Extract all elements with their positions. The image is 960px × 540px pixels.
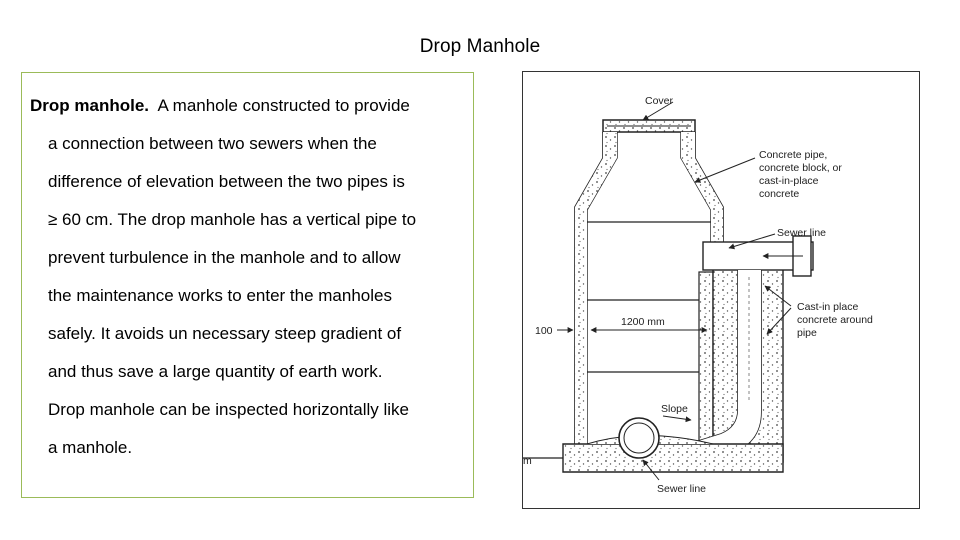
definition-line: a connection between two sewers when the [48, 134, 377, 153]
label-concrete: Concrete pipe, [759, 149, 828, 161]
label-slope: Slope [661, 403, 688, 415]
label-sewer-line-bottom: Sewer line [657, 483, 707, 495]
definition-line: prevent turbulence in the manhole and to allow [48, 248, 401, 267]
definition-term: Drop manhole. [30, 96, 150, 115]
label-concrete: concrete [759, 188, 800, 200]
diagram-canvas [523, 72, 919, 508]
definition-line: a manhole. [48, 438, 133, 457]
definition-line-1 [30, 87, 470, 125]
slide-title: Drop Manhole [419, 36, 541, 57]
definition-line: and thus save a large quantity of earth work. [48, 362, 383, 381]
label-cast-in-place: Cast-in place [797, 301, 859, 313]
label-width-dimension: 1200 mm [621, 316, 665, 328]
definition-line: ≥ 60 cm. The drop manhole has a vertical pipe to [48, 210, 417, 229]
definition-text: A manhole constructed to provide [157, 96, 410, 115]
base-slab [563, 444, 783, 472]
definition-line: difference of elevation between the two pipes is [48, 172, 405, 191]
definition-line: safely. It avoids un necessary steep gradient of [48, 324, 402, 343]
label-concrete: concrete block, or [759, 162, 842, 174]
label-cast-in-place: pipe [797, 327, 817, 339]
definition-line: Drop manhole can be inspected horizontally like [48, 400, 409, 419]
definition-line: the maintenance works to enter the manholes [48, 286, 392, 305]
definition-text-box [21, 72, 474, 498]
drop-manhole-diagram [522, 71, 920, 509]
label-cast-in-place: concrete around [797, 314, 873, 326]
label-concrete: cast-in-place [759, 175, 819, 187]
label-left-dimension: 100 [535, 325, 553, 337]
label-left-edge: m [523, 455, 532, 467]
definition-paragraph [30, 87, 470, 467]
label-cover: Cover [645, 95, 674, 107]
label-sewer-line-top: Sewer line [777, 227, 827, 239]
